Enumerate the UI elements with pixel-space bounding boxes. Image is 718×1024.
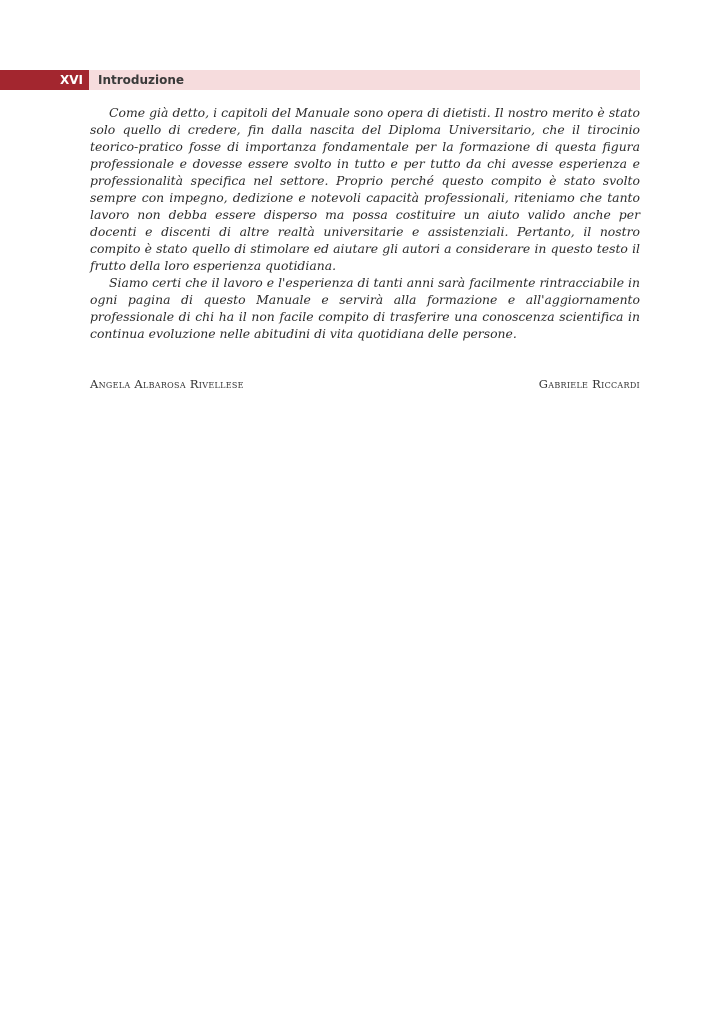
signature-right: Gabriele Riccardi xyxy=(538,377,640,391)
paragraph-1: Come già detto, i capitoli del Manuale sono opera di dietisti. Il nostro merito è stato solo quello di credere, fin dalla nascita del Diploma Universitario, che il tirocinio teorico-pratico fosse di importanza fondamentale per la formazione di questa figura professionale e dovesse essere svolto in tutto e per tutto da chi avesse esperienza e professionalità specifica nel settore. Proprio perché questo compito è stato svolto sempre con impegno, dedizione e notevoli capacità professionali, riteniamo che tanto lavoro non debba essere disperso ma possa costituire un aiuto valido anche per docenti e discenti di altre realtà universitarie e assistenziali. Pertanto, il nostro compito è stato quello di stimolare ed aiutare gli autori a considerare in questo testo il frutto della loro esperienza quotidiana. xyxy=(90,105,640,273)
paragraph-2: Siamo certi che il lavoro e l'esperienza di tanti anni sarà facilmente rintracciabile in ogni pagina di questo Manuale e servirà alla formazione e all'aggiornamento professionale di chi ha il non facile compito di trasferire una conoscenza scientifica in continua evoluzione nelle abitudini di vita quotidiana delle persone. xyxy=(90,275,640,341)
section-title: Introduzione xyxy=(89,70,640,90)
page-number: XVI xyxy=(0,70,89,90)
signature-left: Angela Albarosa Rivellese xyxy=(90,377,244,391)
running-header xyxy=(0,70,640,90)
body-text xyxy=(90,104,640,342)
signatures xyxy=(90,377,640,391)
